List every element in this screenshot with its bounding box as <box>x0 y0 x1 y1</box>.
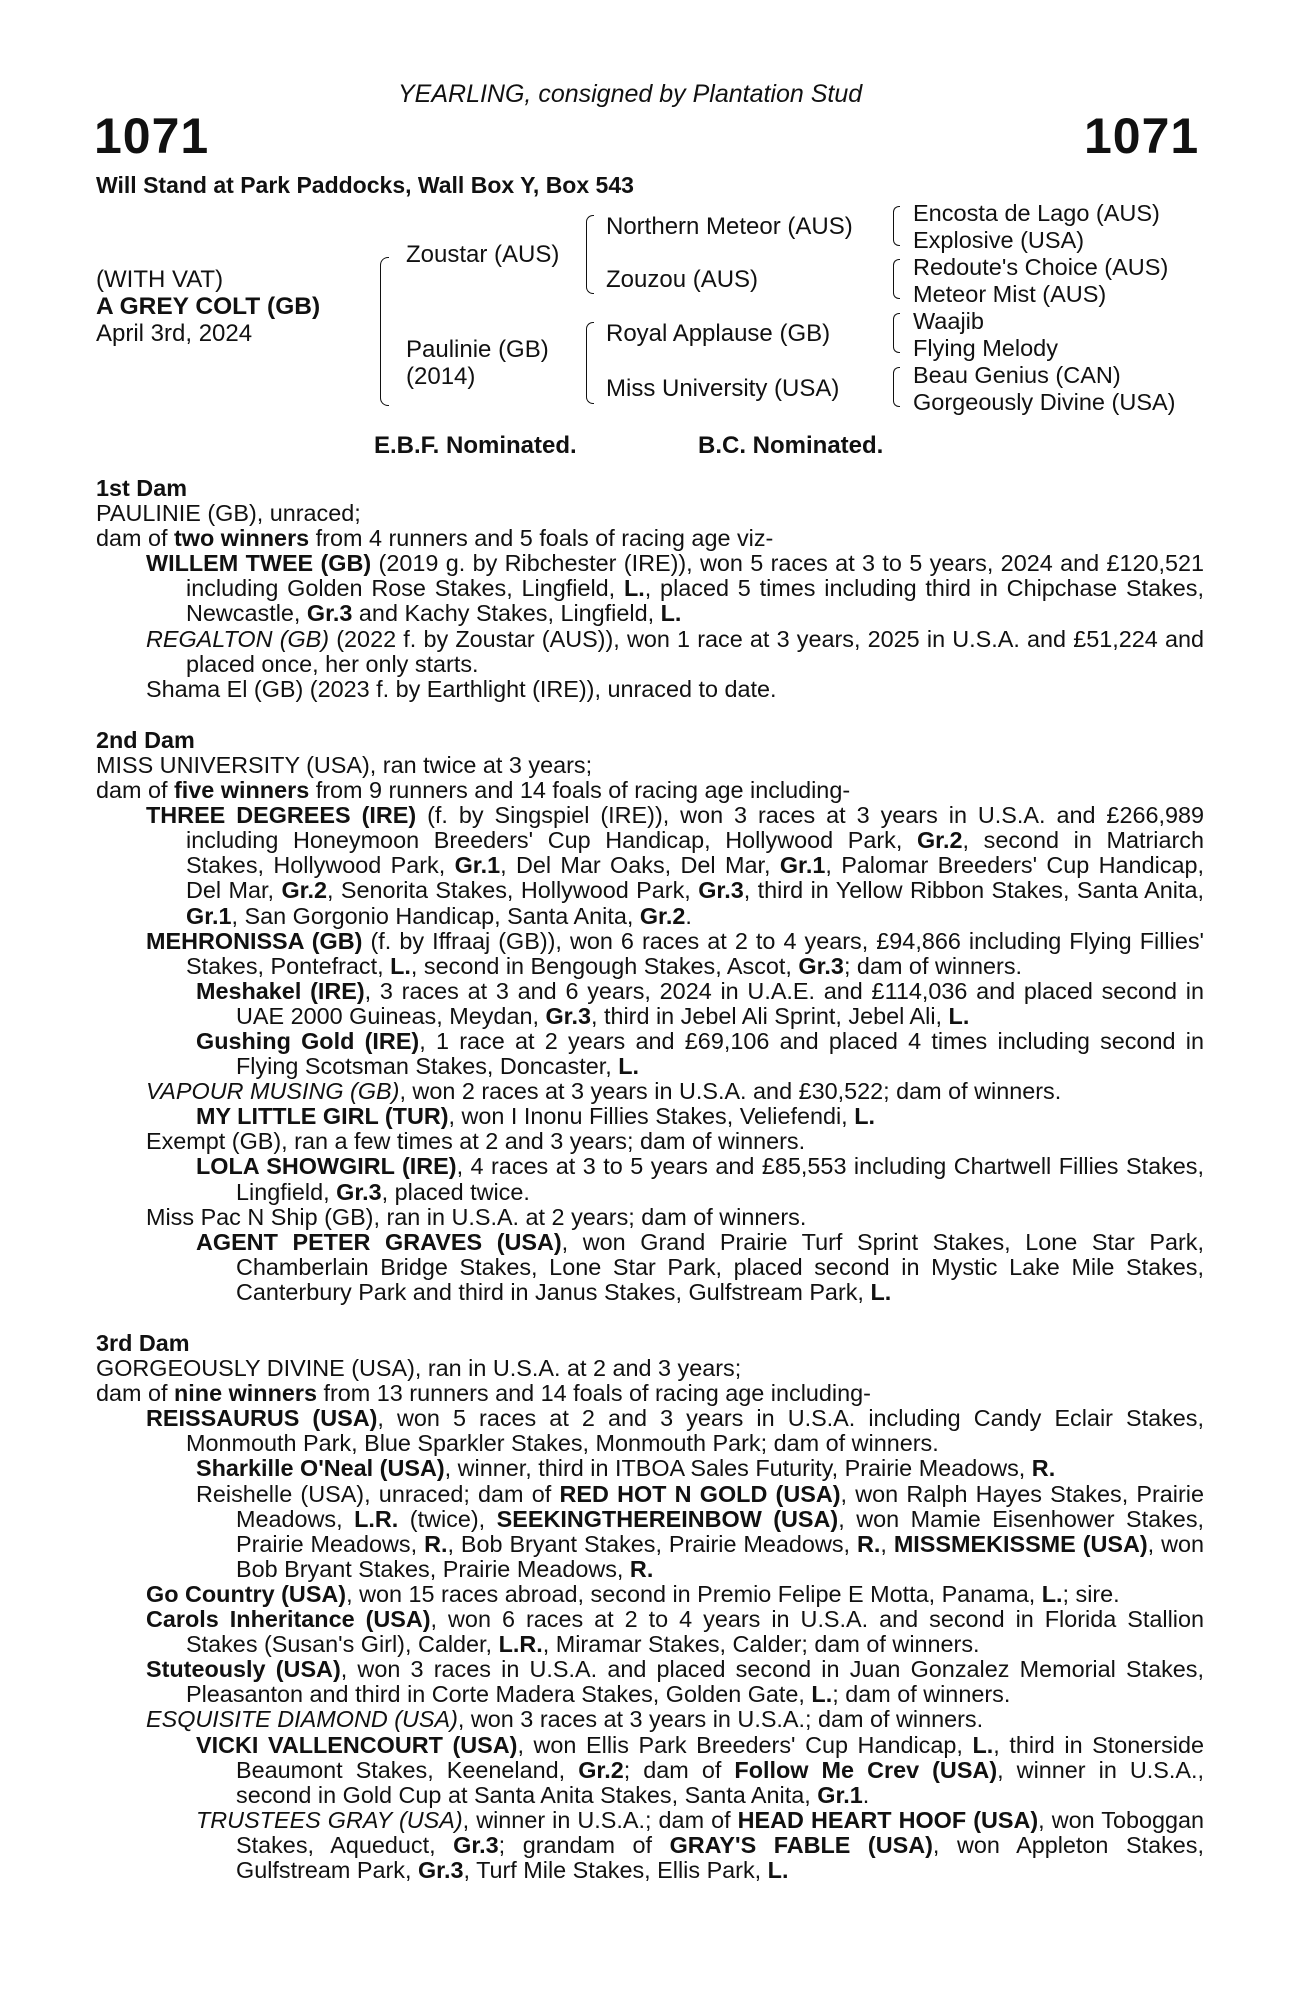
entry-text: ; dam of <box>623 1756 735 1783</box>
pedigree-entry <box>96 1381 1204 1406</box>
bold-text: Gr.3 <box>545 1002 591 1029</box>
entry-text: Reishelle (USA), unraced; dam of <box>196 1480 560 1507</box>
bold-text: L. <box>390 952 411 979</box>
entry-text: , won 3 races at 3 years in U.S.A.; dam of winners. <box>457 1706 984 1733</box>
entry-text: , Miramar Stakes, Calder; dam of winners. <box>542 1631 980 1658</box>
bold-text: MISSMEKISSME (USA) <box>893 1530 1148 1557</box>
pedigree-entry <box>96 627 1204 677</box>
entry-text: Shama El (GB) (2023 f. by Earthlight (IRE)), unraced to date. <box>146 675 777 702</box>
horse-name: A GREY COLT (GB) <box>96 293 321 320</box>
dam-year: (2014) <box>406 363 476 390</box>
entry-text: (f. by Iffraaj (GB)), won 6 races at 2 to 4 years, £94,866 including Flying Fillies' Stakes, Pontefract, <box>186 927 1204 979</box>
bold-text: Gr.3 <box>453 1831 499 1858</box>
gen4-8: Gorgeously Divine (USA) <box>913 389 1176 415</box>
entry-text: (2022 f. by Zoustar (AUS)), won 1 race at 3 years, 2025 in U.S.A. and £51,224 and placed once, her only starts. <box>186 625 1204 677</box>
entry-text: , Senorita Stakes, Hollywood Park, <box>326 877 699 904</box>
entry-text: . <box>685 902 692 929</box>
gen4-6: Flying Melody <box>913 335 1058 361</box>
pedigree-entry <box>96 1707 1204 1732</box>
bold-text: Gr.1 <box>779 852 826 879</box>
entry-text: ; sire. <box>1062 1580 1120 1607</box>
entry-text: , won Appleton Stakes, Gulfstream Park, <box>236 1831 1204 1883</box>
bold-text: MEHRONISSA (GB) <box>146 927 363 954</box>
bracket-g3-1 <box>893 206 900 246</box>
entry-text: , winner, third in ITBOA Sales Futurity, Prairie Meadows, <box>444 1455 1032 1482</box>
bold-text: Gr.2 <box>639 902 686 929</box>
pedigree-entry <box>96 1406 1204 1456</box>
foaling-date: April 3rd, 2024 <box>96 320 253 347</box>
bracket-sire <box>586 215 594 294</box>
bold-text: REISSAURUS (USA) <box>146 1405 378 1432</box>
entry-text: ; dam of winners. <box>832 1681 1011 1708</box>
bold-text: L. <box>767 1856 789 1883</box>
entry-text: (2019 g. by Ribchester (IRE)), won 5 races at 3 to 5 years, 2024 and £120,521 including Golden Rose Stakes, Lingfield, <box>186 550 1205 602</box>
pedigree-entry <box>96 1104 1204 1129</box>
bold-text: Gr.3 <box>417 1856 464 1883</box>
section-title: 1st Dam <box>96 475 188 501</box>
bold-text: Gr.2 <box>578 1756 624 1783</box>
entry-text: , 3 races at 3 and 6 years, 2024 in U.A.E. and £114,036 and placed second in UAE 2000 Guineas, Meydan, <box>236 977 1204 1029</box>
entry-text: , Turf Mile Stakes, Ellis Park, <box>463 1856 768 1883</box>
entry-text: , placed 5 times including third in Chipchase Stakes, Newcastle, <box>186 575 1204 627</box>
entry-text: dam of <box>96 525 175 552</box>
entry-text: , third in Stonerside Beaumont Stakes, Keeneland, <box>236 1731 1204 1783</box>
bold-text: Meshakel (IRE) <box>196 977 365 1004</box>
entry-text: , won 15 races abroad, second in Premio Felipe E Motta, Panama, <box>346 1580 1042 1607</box>
dam-section <box>96 1331 1204 1883</box>
bracket-g3-2 <box>893 259 900 299</box>
entry-text: , won Ellis Park Breeders' Cup Handicap, <box>517 1731 973 1758</box>
pedigree-entry <box>96 929 1204 979</box>
bracket-g3-4 <box>893 367 900 407</box>
bracket-top <box>380 257 389 331</box>
entry-text: dam of <box>96 1380 175 1407</box>
bold-text: L. <box>948 1002 970 1029</box>
entry-text: and Kachy Stakes, Lingfield, <box>352 600 661 627</box>
pedigree-entry <box>96 1154 1204 1204</box>
bold-text: five winners <box>174 777 310 804</box>
entry-text: , third in Jebel Ali Sprint, Jebel Ali, <box>590 1002 949 1029</box>
section-title: 2nd Dam <box>96 726 195 753</box>
entry-text: , won I Inonu Fillies Stakes, Veliefendi, <box>448 1103 855 1130</box>
bold-text: Stuteously (USA) <box>146 1656 341 1683</box>
entry-text: Exempt (GB), ran a few times at 2 and 3 years; dam of winners. <box>146 1128 806 1155</box>
entry-text: , won 2 races at 3 years in U.S.A. and £30,522; dam of winners. <box>399 1078 1062 1105</box>
bold-text: R. <box>424 1530 448 1557</box>
bold-text: SEEKINGTHEREINBOW (USA) <box>496 1505 839 1532</box>
entry-text: , won 6 races at 2 to 4 years in U.S.A. and second in Florida Stallion Stakes (Susan's Girl), Calder, <box>186 1606 1204 1658</box>
bold-text: Gr.3 <box>798 952 844 979</box>
bold-text: VICKI VALLENCOURT (USA) <box>196 1731 518 1758</box>
entry-text: Miss Pac N Ship (GB), ran in U.S.A. at 2 years; dam of winners. <box>146 1203 807 1230</box>
bold-text: L.R. <box>498 1631 543 1658</box>
entry-text: MISS UNIVERSITY (USA), ran twice at 3 years; <box>96 751 593 778</box>
entry-text: dam of <box>96 777 175 804</box>
dam-section <box>96 476 1204 702</box>
entry-text: , won Ralph Hayes Stakes, Prairie Meadows, <box>236 1480 1204 1532</box>
bracket-g3-3 <box>893 313 900 353</box>
pedigree-entry <box>96 1029 1204 1079</box>
pedigree-entry <box>96 1129 1204 1154</box>
bold-text: R. <box>1031 1455 1056 1482</box>
entry-text: , won Bob Bryant Stakes, Prairie Meadows, <box>236 1530 1204 1582</box>
pedigree-entry <box>96 551 1204 626</box>
entry-text: , winner in U.S.A.; dam of <box>462 1806 738 1833</box>
entry-text: , 1 race at 2 years and £69,106 and placed 4 times including second in Flying Scotsman Stakes, Doncaster, <box>236 1027 1204 1080</box>
lot-number-right: 1071 <box>1084 108 1200 164</box>
entry-text: , Bob Bryant Stakes, Prairie Meadows, <box>447 1530 857 1557</box>
gen4-1: Encosta de Lago (AUS) <box>913 200 1160 226</box>
gen4-7: Beau Genius (CAN) <box>913 362 1121 388</box>
bold-text: Gr.1 <box>817 1781 863 1808</box>
entry-text: . <box>862 1781 870 1808</box>
entry-text: PAULINIE (GB), unraced; <box>96 500 361 527</box>
pedigree-entry <box>96 677 1204 702</box>
gen4-5: Waajib <box>913 308 984 334</box>
entry-text: from 13 runners and 14 foals of racing age including- <box>317 1380 871 1407</box>
entry-text: from 4 runners and 5 foals of racing age viz- <box>309 525 774 552</box>
sire: Zoustar (AUS) <box>406 241 560 268</box>
entry-text: , 4 races at 3 to 5 years and £85,553 including Chartwell Fillies Stakes, Lingfield, <box>236 1153 1205 1205</box>
dam-section <box>96 728 1204 1305</box>
pedigree-entry <box>96 1079 1204 1104</box>
ebf-nomination: E.B.F. Nominated. <box>374 432 577 459</box>
italic-text: TRUSTEES GRAY (USA) <box>196 1806 463 1833</box>
bc-nomination: B.C. Nominated. <box>698 432 884 459</box>
entry-text: , <box>880 1530 894 1557</box>
entry-text: , Palomar Breeders' Cup Handicap, Del Mar, <box>186 852 1204 904</box>
bold-text: L. <box>623 575 645 602</box>
pedigree-entry <box>96 1205 1204 1230</box>
bold-text: R. <box>629 1555 654 1582</box>
bold-text: Carols Inheritance (USA) <box>146 1606 431 1633</box>
bold-text: L. <box>1041 1580 1063 1607</box>
bold-text: RED HOT N GOLD (USA) <box>559 1480 841 1507</box>
pedigree-entry <box>96 778 1204 803</box>
entry-text: , winner in U.S.A., second in Gold Cup at Santa Anita Stakes, Santa Anita, <box>236 1756 1205 1808</box>
vat-note: (WITH VAT) <box>96 266 224 293</box>
pedigree-entry <box>96 501 1204 526</box>
bold-text: THREE DEGREES (IRE) <box>146 802 417 829</box>
italic-text: REGALTON (GB) <box>146 625 330 652</box>
gen4-3: Redoute's Choice (AUS) <box>913 254 1169 280</box>
bold-text: Gr.3 <box>306 600 353 627</box>
entry-text: (twice), <box>398 1505 497 1532</box>
dam-dam: Miss University (USA) <box>606 375 840 402</box>
bold-text: WILLEM TWEE (GB) <box>146 550 372 577</box>
catalogue-body <box>96 476 1204 1909</box>
gen4-2: Explosive (USA) <box>913 227 1085 253</box>
entry-text: , third in Yellow Ribbon Stakes, Santa Anita, <box>743 877 1204 904</box>
stand-location: Will Stand at Park Paddocks, Wall Box Y, Box 543 <box>96 172 634 198</box>
bold-text: R. <box>856 1530 881 1557</box>
pedigree-entry <box>96 1582 1204 1607</box>
pedigree-entry <box>96 1456 1204 1481</box>
pedigree-entry <box>96 526 1204 551</box>
pedigree-entry <box>96 1657 1204 1707</box>
bold-text: L. <box>811 1681 833 1708</box>
section-title: 3rd Dam <box>96 1330 190 1356</box>
pedigree-entry <box>96 1482 1204 1582</box>
entry-text: GORGEOUSLY DIVINE (USA), ran in U.S.A. at 2 and 3 years; <box>96 1355 742 1382</box>
bold-text: L. <box>618 1053 640 1080</box>
bracket-bottom <box>380 330 389 406</box>
bold-text: L. <box>660 600 682 627</box>
bold-text: Gr.3 <box>336 1178 382 1205</box>
pedigree-entry <box>96 1808 1204 1883</box>
entry-text: from 9 runners and 14 foals of racing age including- <box>309 777 851 804</box>
bold-text: L. <box>870 1278 892 1305</box>
bold-text: Sharkille O'Neal (USA) <box>196 1455 445 1482</box>
pedigree-entry <box>96 1607 1204 1657</box>
bold-text: Gr.2 <box>281 877 327 904</box>
bold-text: Gushing Gold (IRE) <box>196 1027 420 1054</box>
consignment-line: YEARLING, consigned by Plantation Stud <box>398 80 863 108</box>
italic-text: ESQUISITE DIAMOND (USA) <box>146 1706 458 1733</box>
dam: Paulinie (GB) <box>406 336 549 363</box>
pedigree-entry <box>96 1356 1204 1381</box>
entry-text: , placed twice. <box>381 1178 530 1205</box>
lot-number-left: 1071 <box>94 108 210 164</box>
entry-text: , second in Bengough Stakes, Ascot, <box>410 952 799 979</box>
entry-text: ; dam of winners. <box>843 952 1023 979</box>
gen4-4: Meteor Mist (AUS) <box>913 281 1107 307</box>
entry-text: (f. by Singspiel (IRE)), won 3 races at 3 years in U.S.A. and £266,989 including Honeymoon Breeders' Cup Handicap, Hollywood Park, <box>186 802 1204 854</box>
pedigree-entry <box>96 1733 1204 1808</box>
entry-text: , San Gorgonio Handicap, Santa Anita, <box>231 902 640 929</box>
bold-text: nine winners <box>174 1380 317 1407</box>
entry-text: , won 3 races in U.S.A. and placed second in Juan Gonzalez Memorial Stakes, Pleasanton and third in Corte Madera Stakes, Golden Gate, <box>186 1656 1205 1708</box>
bold-text: Gr.1 <box>186 902 232 929</box>
pedigree-entry <box>96 803 1204 928</box>
bold-text: GRAY'S FABLE (USA) <box>669 1831 933 1858</box>
bold-text: Gr.2 <box>916 827 963 854</box>
entry-text: , won Mamie Eisenhower Stakes, Prairie Meadows, <box>236 1505 1205 1557</box>
entry-text: , second in Matriarch Stakes, Hollywood Park, <box>186 827 1204 879</box>
entry-text: , won 5 races at 2 and 3 years in U.S.A. including Candy Eclair Stakes, Monmouth Park, Blue Sparkler Stakes, Monmouth Park; dam of winners. <box>186 1405 1205 1457</box>
entry-text: , won Toboggan Stakes, Aqueduct, <box>236 1806 1205 1858</box>
bold-text: Go Country (USA) <box>146 1580 347 1607</box>
bold-text: Gr.1 <box>454 852 501 879</box>
bold-text: LOLA SHOWGIRL (IRE) <box>196 1153 457 1180</box>
bold-text: L. <box>854 1103 875 1130</box>
bold-text: L.R. <box>354 1505 399 1532</box>
bold-text: Follow Me Crev (USA) <box>734 1756 998 1783</box>
entry-text: , won Grand Prairie Turf Sprint Stakes, Lone Star Park, Chamberlain Bridge Stakes, Lone Star Park, placed second in Mystic Lake Mile Stakes, Canterbury Park and third in Janus Stakes, Gulfstream Park, <box>236 1228 1205 1305</box>
sire-sire: Northern Meteor (AUS) <box>606 213 853 240</box>
bold-text: MY LITTLE GIRL (TUR) <box>196 1103 449 1130</box>
bold-text: L. <box>972 1731 994 1758</box>
pedigree-entry <box>96 753 1204 778</box>
dam-sire: Royal Applause (GB) <box>606 320 831 347</box>
bold-text: HEAD HEART HOOF (USA) <box>737 1806 1039 1833</box>
pedigree-entry <box>96 1230 1204 1305</box>
bold-text: Gr.3 <box>698 877 744 904</box>
entry-text: , Del Mar Oaks, Del Mar, <box>500 852 780 879</box>
italic-text: VAPOUR MUSING (GB) <box>146 1078 400 1105</box>
bold-text: AGENT PETER GRAVES (USA) <box>196 1228 562 1255</box>
bold-text: two winners <box>174 525 310 552</box>
sire-dam: Zouzou (AUS) <box>606 266 759 293</box>
entry-text: ; grandam of <box>498 1831 670 1858</box>
bracket-dam <box>586 322 594 404</box>
pedigree-entry <box>96 979 1204 1029</box>
